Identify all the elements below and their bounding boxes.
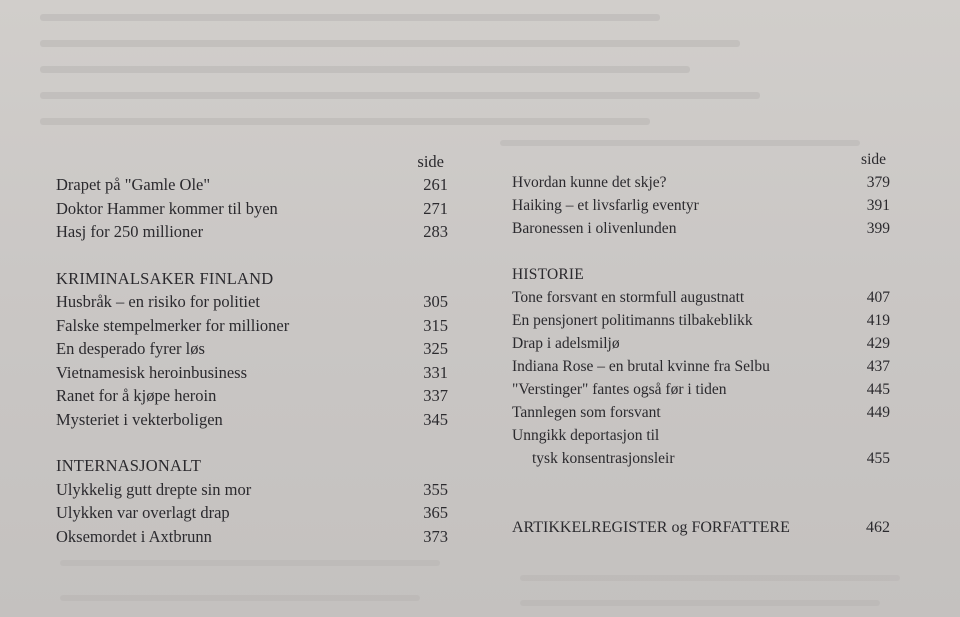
toc-section-history <box>512 263 890 470</box>
toc-entry-title: En pensjonert politimanns tilbakeblikk <box>512 312 753 329</box>
toc-entry-title-line2: tysk konsentrasjonsleir <box>532 450 675 467</box>
section-heading: HISTORIE <box>512 266 584 283</box>
toc-entry[interactable] <box>512 194 890 217</box>
toc-entry-title: Drap i adelsmiljø <box>512 335 620 352</box>
toc-entry-page: 283 <box>423 222 448 241</box>
toc-entry-title: "Verstinger" fantes også før i tiden <box>512 381 727 398</box>
toc-entry-page: 355 <box>423 479 448 499</box>
toc-entry[interactable] <box>56 408 448 432</box>
toc-entry-title: Hasj for 250 millioner <box>56 222 204 241</box>
toc-right-column <box>512 148 890 539</box>
toc-group-intro <box>512 171 890 240</box>
toc-entry-title-line1: Unngikk deportasjon til <box>512 427 660 444</box>
toc-entry-page: 445 <box>866 381 890 398</box>
toc-entry[interactable] <box>56 478 448 502</box>
toc-entry-title: En desperado fyrer løs <box>56 339 205 358</box>
toc-entry[interactable] <box>512 309 890 332</box>
toc-entry-title: Vietnamesisk heroinbusiness <box>56 362 248 382</box>
toc-entry-page: 261 <box>423 175 448 194</box>
toc-entry[interactable] <box>56 220 448 244</box>
side-label: side <box>861 151 886 168</box>
toc-entry-page: 391 <box>866 197 890 214</box>
toc-group-intro <box>56 173 448 244</box>
toc-entry-page: 462 <box>866 519 890 536</box>
toc-entry[interactable] <box>56 314 448 338</box>
toc-entry[interactable] <box>512 355 890 378</box>
toc-left-column <box>56 150 448 548</box>
toc-entry-title: Mysteriet i vekterboligen <box>56 409 223 429</box>
toc-entry-title: Baronessen i olivenlunden <box>512 220 677 237</box>
toc-entry[interactable] <box>512 286 890 309</box>
toc-entry[interactable] <box>512 378 890 401</box>
toc-entry-title: Ulykkelig gutt drepte sin mor <box>56 479 252 499</box>
section-heading: INTERNASJONALT <box>56 456 202 475</box>
section-heading: KRIMINALSAKER FINLAND <box>56 268 274 288</box>
toc-entry-title: Drapet på "Gamle Ole" <box>56 175 211 194</box>
toc-entry-title: Oksemordet i Axtbrunn <box>56 526 212 546</box>
toc-entry[interactable] <box>512 171 890 194</box>
toc-entry-page: 407 <box>866 289 890 306</box>
toc-entry[interactable] <box>512 332 890 355</box>
toc-entry-multiline[interactable] <box>512 424 890 470</box>
toc-entry-title: Haiking – et livsfarlig eventyr <box>512 197 699 214</box>
toc-entry[interactable] <box>56 173 448 197</box>
toc-entry[interactable] <box>56 361 448 385</box>
toc-entry-page: 379 <box>866 174 890 191</box>
toc-entry-title: Doktor Hammer kommer til byen <box>56 198 278 218</box>
toc-entry-page: 437 <box>866 358 890 375</box>
toc-entry-register[interactable] <box>512 516 890 539</box>
toc-section-international <box>56 454 448 548</box>
toc-entry[interactable] <box>56 384 448 408</box>
toc-entry-title: Ranet for å kjøpe heroin <box>56 386 217 405</box>
toc-entry-title: ARTIKKELREGISTER og FORFATTERE <box>512 519 790 536</box>
toc-entry-page: 345 <box>423 409 448 429</box>
toc-entry-page: 331 <box>423 362 448 382</box>
toc-entry-title: Ulykken var overlagt drap <box>56 503 230 522</box>
toc-entry-page: 373 <box>423 526 448 546</box>
toc-entry-page: 305 <box>423 292 448 311</box>
toc-entry-title: Tone forsvant en stormfull augustnatt <box>512 289 745 306</box>
toc-entry-page: 449 <box>866 404 890 421</box>
toc-entry[interactable] <box>56 290 448 314</box>
toc-entry-page: 315 <box>423 315 448 335</box>
toc-entry-title: Tannlegen som forsvant <box>512 404 661 421</box>
toc-entry-page: 455 <box>866 450 890 467</box>
toc-entry-page: 399 <box>866 220 890 237</box>
toc-entry-page: 271 <box>423 198 448 218</box>
toc-entry[interactable] <box>56 197 448 221</box>
toc-entry[interactable] <box>512 401 890 424</box>
toc-entry[interactable] <box>56 525 448 549</box>
toc-entry[interactable] <box>56 501 448 525</box>
toc-entry[interactable] <box>512 217 890 240</box>
toc-entry-page: 429 <box>866 335 890 352</box>
toc-entry-page: 325 <box>423 339 448 358</box>
toc-entry[interactable] <box>56 337 448 361</box>
toc-entry-title: Indiana Rose – en brutal kvinne fra Selbu <box>512 358 770 375</box>
toc-section-finland <box>56 267 448 432</box>
toc-entry-page: 419 <box>866 312 890 329</box>
toc-entry-page: 365 <box>423 503 448 522</box>
toc-entry-title: Hvordan kunne det skje? <box>512 174 667 191</box>
side-label: side <box>417 152 444 171</box>
toc-entry-title: Falske stempelmerker for millioner <box>56 315 290 335</box>
toc-entry-title: Husbråk – en risiko for politiet <box>56 292 260 311</box>
toc-entry-page: 337 <box>423 386 448 405</box>
